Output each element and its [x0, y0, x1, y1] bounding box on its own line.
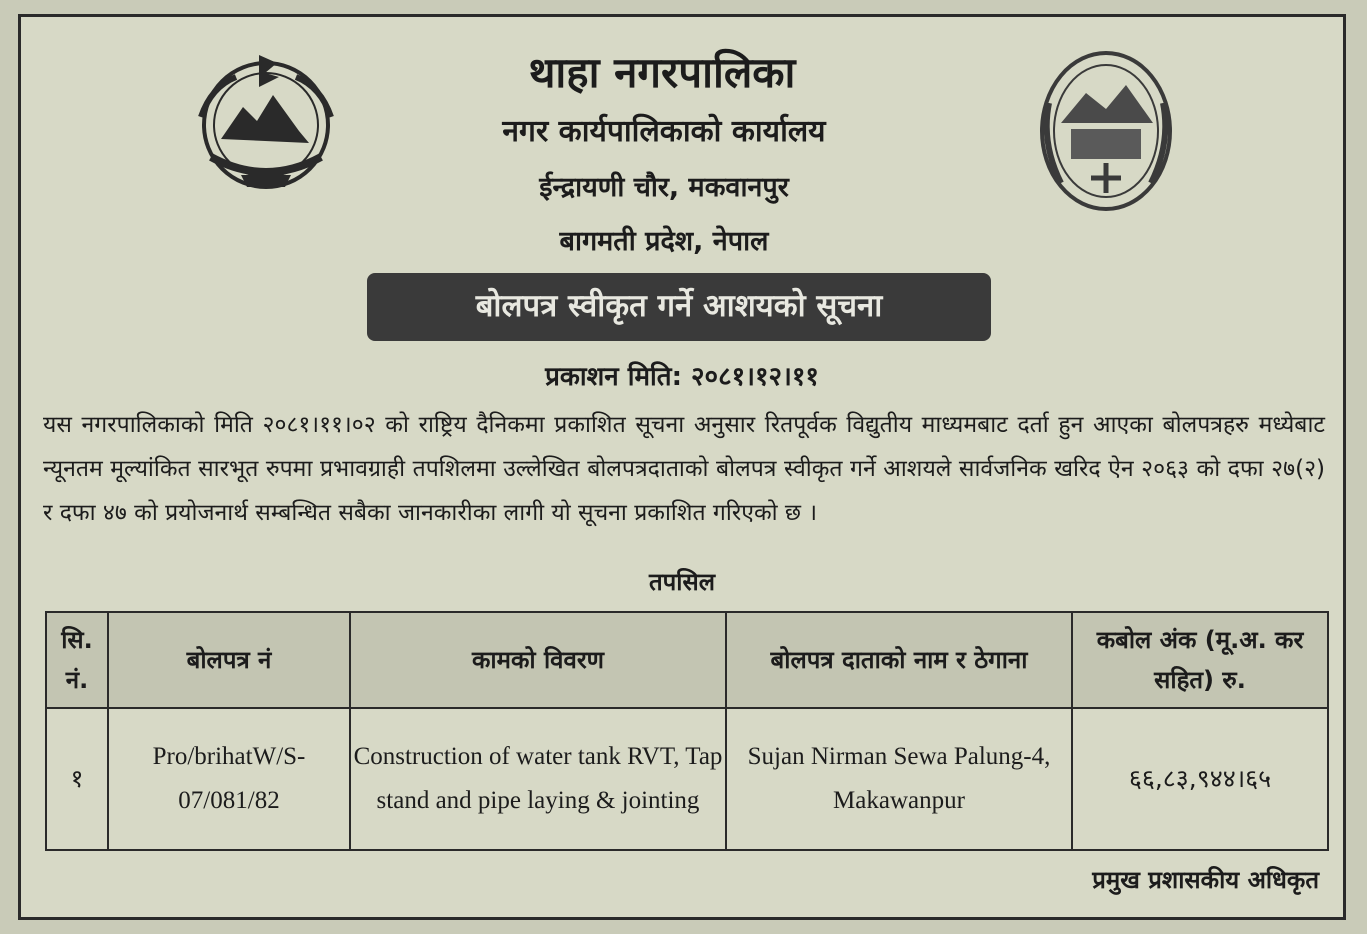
cell-bid-no: Pro/brihatW/S-07/081/82 — [108, 708, 350, 850]
table-row — [46, 708, 1328, 850]
notice-header — [21, 17, 1343, 277]
header-bid-no: बोलपत्र नं — [108, 612, 350, 708]
cell-description: Construction of water tank RVT, Tap stand and pipe laying & jointing — [350, 708, 726, 850]
bid-table — [45, 611, 1329, 851]
header-bidder: बोलपत्र दाताको नाम र ठेगाना — [726, 612, 1072, 708]
notice-page — [18, 14, 1346, 920]
office-address: ईन्द्रायणी चौर, मकवानपुर — [539, 172, 789, 203]
publication-date: प्रकाशन मिति: २०८१।१२।११ — [545, 362, 819, 392]
header-description: कामको विवरण — [350, 612, 726, 708]
cell-serial: १ — [46, 708, 108, 850]
cell-amount: ६६,८३,९४४।६५ — [1072, 708, 1328, 850]
office-name: नगर कार्यपालिकाको कार्यालय — [502, 114, 826, 149]
notice-body: यस नगरपालिकाको मिति २०८१।११।०२ को राष्ट्रिय दैनिकमा प्रकाशित सूचना अनुसार रितपूर्वक विद्युतीय माध्यमबाट दर्ता हुन आएका बोलपत्रहरु मध्येबाट न्यूनतम मूल्यांकित सारभूत रुपमा प्रभावग्राही तपशिलमा उल्लेखित बोलपत्रदाताको बोलपत्र स्वीकृत गर्ने आशयले सार्वजनिक खरिद ऐन २०६३ को दफा २७(२) र दफा ४७ को प्रयोजनार्थ सम्बन्धित सबैका जानकारीका लागी यो सूचना प्रकाशित गरिएको छ । — [43, 412, 1325, 526]
header-amount: कबोल अंक (मू.अ. कर सहित) रु. — [1072, 612, 1328, 708]
header-serial: सि. नं. — [46, 612, 108, 708]
municipality-logo-icon — [1031, 43, 1181, 223]
municipality-name: थाहा नगरपालिका — [528, 48, 796, 97]
details-heading: तपसिल — [648, 568, 716, 596]
cell-bidder: Sujan Nirman Sewa Palung-4, Makawanpur — [726, 708, 1072, 850]
notice-title-banner: बोलपत्र स्वीकृत गर्ने आशयको सूचना — [367, 273, 991, 341]
signature: प्रमुख प्रशासकीय अधिकृत — [1092, 866, 1319, 894]
table-header-row — [46, 612, 1328, 708]
office-province: बागमती प्रदेश, नेपाल — [559, 226, 769, 257]
